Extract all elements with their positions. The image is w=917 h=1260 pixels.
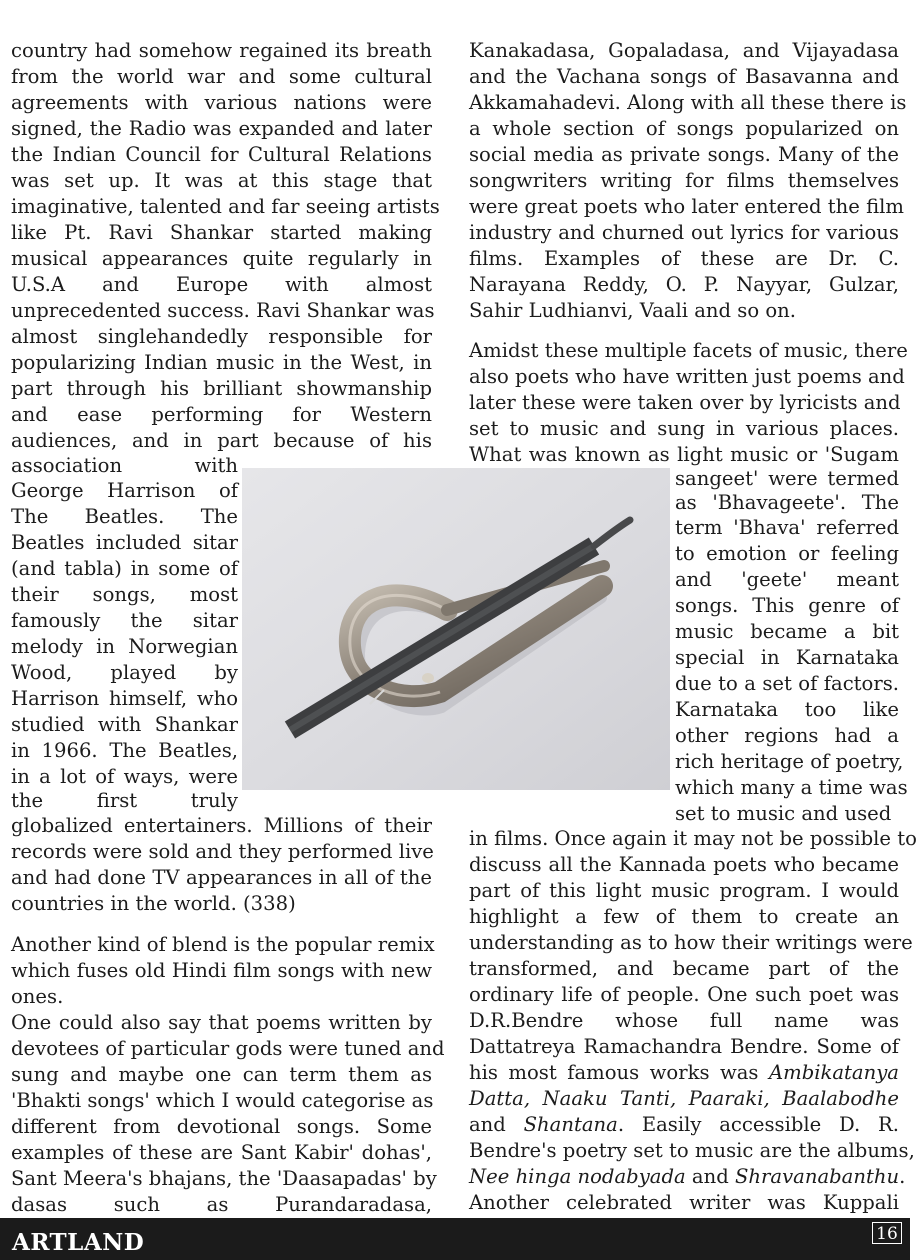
text-line: his most famous works was Ambikatanya xyxy=(469,1061,899,1084)
text-line: and had done TV appearances in all of the xyxy=(11,866,432,889)
brand-logo: ARTLAND xyxy=(12,1229,145,1256)
text-line: examples of these are Sant Kabir' dohas', xyxy=(11,1141,432,1164)
text-line: sangeet' were termed xyxy=(675,467,899,490)
text-line: association with xyxy=(11,454,238,477)
text-line: One could also say that poems written by xyxy=(11,1011,432,1034)
text-line: a whole section of songs popularized on xyxy=(469,117,899,140)
text-line: to emotion or feeling xyxy=(675,542,899,565)
text-line: highlight a few of them to create an xyxy=(469,905,899,928)
text-line: as 'Bhavageete'. The xyxy=(675,491,899,514)
work-title: Shantana xyxy=(523,1113,618,1136)
text-line: ones. xyxy=(11,985,64,1008)
text-line: special in Karnataka xyxy=(675,646,899,669)
text-line: and 'geete' meant xyxy=(675,568,899,591)
text-line: audiences, and in part because of his xyxy=(11,429,432,452)
text-line: Sant Meera's bhajans, the 'Daasapadas' by xyxy=(11,1167,437,1190)
text-line: due to a set of factors. xyxy=(675,672,899,695)
text-line: and ease performing for Western xyxy=(11,403,432,426)
text-line: discuss all the Kannada poets who became xyxy=(469,853,899,876)
text-line: Bendre's poetry set to music are the albums, xyxy=(469,1139,915,1162)
text-line: famously the sitar xyxy=(11,609,238,632)
text-line: social media as private songs. Many of the xyxy=(469,143,899,166)
page-number: 16 xyxy=(872,1222,902,1244)
text-line: Akkamahadevi. Along with all these there is xyxy=(469,91,907,114)
text-line: understanding as to how their writings were xyxy=(469,931,913,954)
text-line: and Shantana. Easily accessible D. R. xyxy=(469,1113,900,1136)
text-line: which fuses old Hindi film songs with new xyxy=(11,959,432,982)
text-line: part through his brilliant showmanship xyxy=(11,377,432,400)
text-line: set to music and used xyxy=(675,802,892,825)
text-line: songs. This genre of xyxy=(675,594,899,617)
text-line: dasas such as Purandaradasa, xyxy=(11,1193,432,1216)
text-line: which many a time was xyxy=(675,776,908,799)
text-line: Nee hinga nodabyada and Shravanabanthu. xyxy=(469,1165,906,1188)
text-line: Wood, played by xyxy=(11,661,238,684)
text-line: set to music and sung in various places. xyxy=(469,417,899,440)
text-line: also poets who have written just poems and xyxy=(469,365,905,388)
text-line: part of this light music program. I would xyxy=(469,879,899,902)
text-line: almost singlehandedly responsible for xyxy=(11,325,432,348)
work-title: Datta, Naaku Tanti, Paaraki, Baalabodhe xyxy=(469,1087,899,1110)
text-line: agreements with various nations were xyxy=(11,91,432,114)
text-line: was set up. It was at this stage that xyxy=(11,169,432,192)
text-line: Amidst these multiple facets of music, there xyxy=(469,339,908,362)
text-line: records were sold and they performed live xyxy=(11,840,434,863)
text-line: popularizing Indian music in the West, in xyxy=(11,351,432,374)
album-title: Nee hinga nodabyada xyxy=(469,1165,686,1188)
text-line: melody in Norwegian xyxy=(11,635,238,658)
text-line: Narayana Reddy, O. P. Nayyar, Gulzar, xyxy=(469,273,899,296)
text-line: and the Vachana songs of Basavanna and xyxy=(469,65,899,88)
text-line: Harrison himself, who xyxy=(11,687,238,710)
text-line: rich heritage of poetry, xyxy=(675,750,904,773)
text-line: transformed, and became part of the xyxy=(469,957,899,980)
text-line: later these were taken over by lyricists and xyxy=(469,391,901,414)
text-line: (and tabla) in some of xyxy=(11,557,238,580)
text-line: The Beatles. The xyxy=(11,505,238,528)
text-line: term 'Bhava' referred xyxy=(675,516,899,539)
text-line: in 1966. The Beatles, xyxy=(11,739,238,762)
text-line: studied with Shankar xyxy=(11,713,238,736)
text-line: like Pt. Ravi Shankar started making xyxy=(11,221,432,244)
text-line: imaginative, talented and far seeing artists xyxy=(11,195,440,218)
text-line xyxy=(469,1086,899,1112)
text-line: Dattatreya Ramachandra Bendre. Some of xyxy=(469,1035,899,1058)
text-line: Sahir Ludhianvi, Vaali and so on. xyxy=(469,299,797,322)
text-line: unprecedented success. Ravi Shankar was xyxy=(11,299,435,322)
text-line: countries in the world. (338) xyxy=(11,892,296,915)
text-line: signed, the Radio was expanded and later xyxy=(11,117,432,140)
text-line: from the world war and some cultural xyxy=(11,65,432,88)
text-line: U.S.A and Europe with almost xyxy=(11,273,432,296)
text-line: other regions had a xyxy=(675,724,899,747)
text-line: globalized entertainers. Millions of their xyxy=(11,814,432,837)
text-line: industry and churned out lyrics for various xyxy=(469,221,899,244)
text-line: devotees of particular gods were tuned and xyxy=(11,1037,445,1060)
jaw-harp-photo xyxy=(242,468,670,790)
text-line: ordinary life of people. One such poet was xyxy=(469,983,899,1006)
text-line: 'Bhakti songs' which I would categorise as xyxy=(11,1089,434,1112)
text-line: the Indian Council for Cultural Relations xyxy=(11,143,432,166)
text-line: Another kind of blend is the popular remix xyxy=(11,933,435,956)
text-line: their songs, most xyxy=(11,583,238,606)
album-title: Shravanabanthu xyxy=(735,1165,900,1188)
text-line: sung and maybe one can term them as xyxy=(11,1063,432,1086)
text-line: Beatles included sitar xyxy=(11,531,238,554)
text-line: the first truly xyxy=(11,789,238,812)
text-line: in films. Once again it may not be possible to xyxy=(469,827,917,850)
text-line: D.R.Bendre whose full name was xyxy=(469,1009,899,1032)
text-line: Karnataka too like xyxy=(675,698,899,721)
text-line: country had somehow regained its breath xyxy=(11,39,432,62)
text-line: films. Examples of these are Dr. C. xyxy=(469,247,899,270)
text-line: Another celebrated writer was Kuppali xyxy=(469,1191,899,1214)
text-line: What was known as light music or 'Sugam xyxy=(469,443,899,466)
text-line: musical appearances quite regularly in xyxy=(11,247,432,270)
text-line: George Harrison of xyxy=(11,479,238,502)
text-line: in a lot of ways, were xyxy=(11,765,238,788)
text-line: songwriters writing for films themselves xyxy=(469,169,899,192)
work-title: Ambikatanya xyxy=(768,1061,899,1084)
text-line: Kanakadasa, Gopaladasa, and Vijayadasa xyxy=(469,39,899,62)
text-line: different from devotional songs. Some xyxy=(11,1115,432,1138)
text-line: music became a bit xyxy=(675,620,899,643)
text-line: were great poets who later entered the film xyxy=(469,195,905,218)
